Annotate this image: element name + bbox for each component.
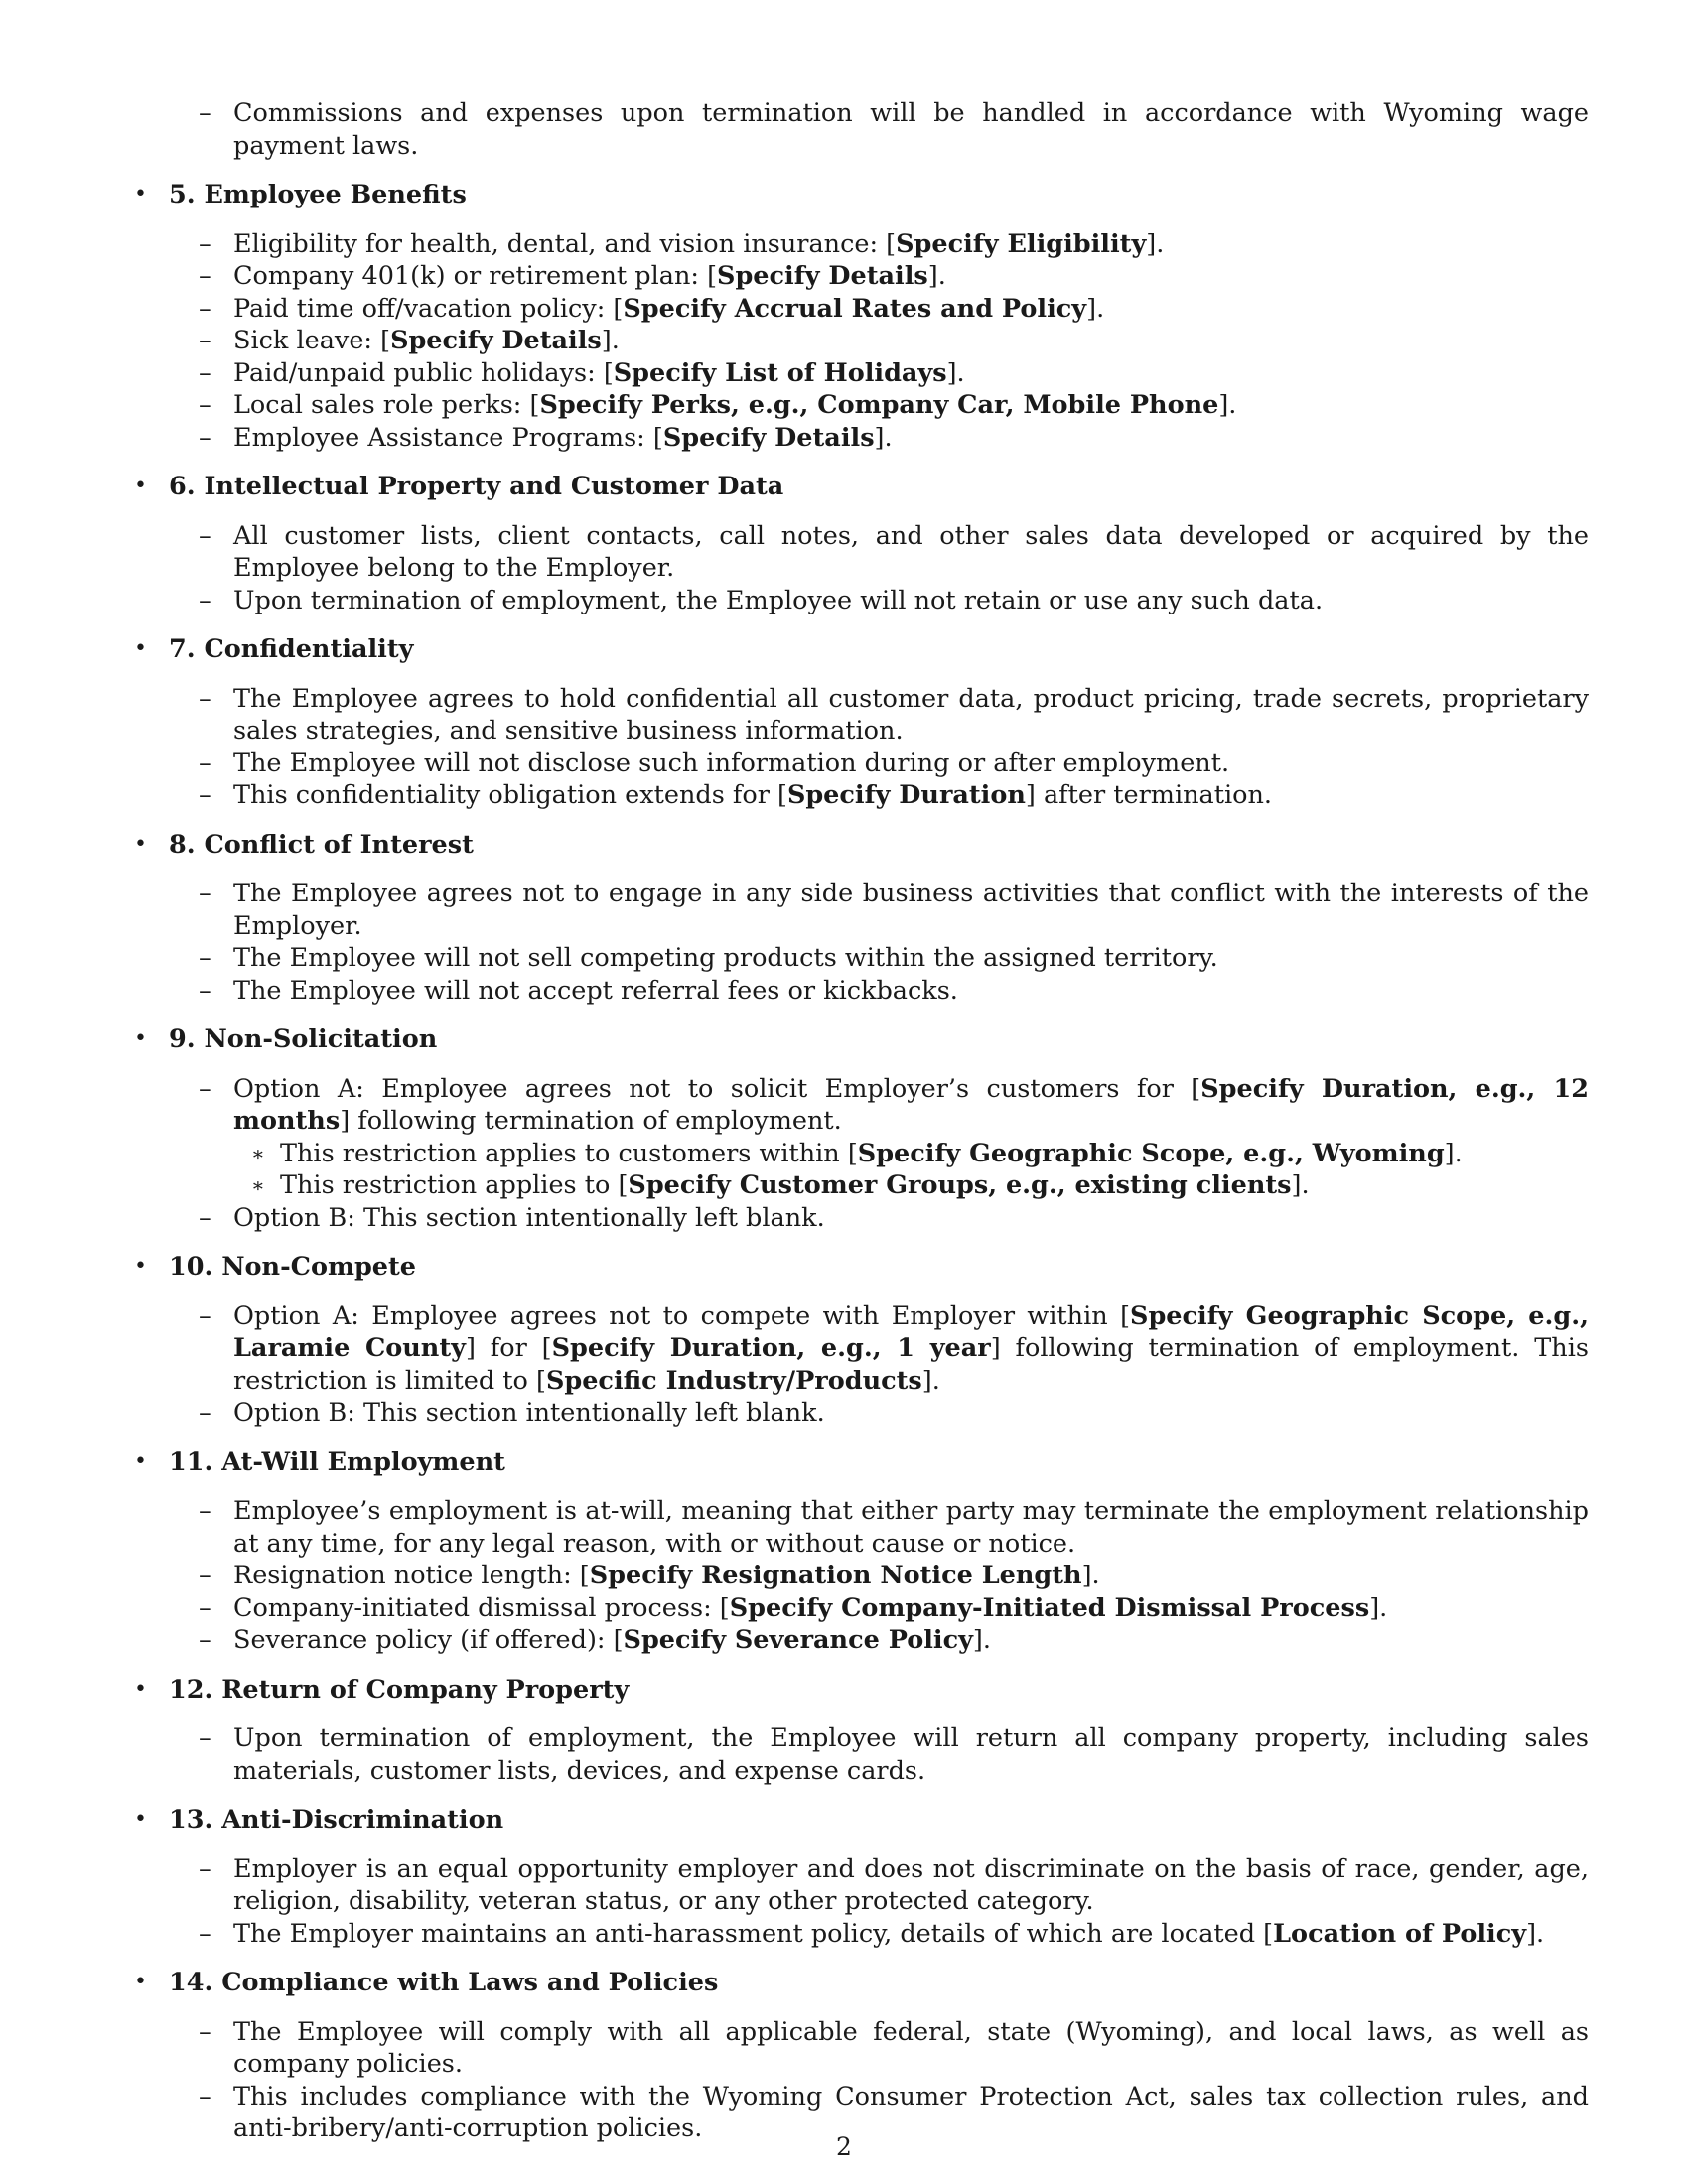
dash-marker: – — [199, 780, 211, 810]
dash-marker: – — [199, 879, 211, 908]
placeholder-field: Specify Perks, e.g., Company Car, Mobile Phone — [539, 390, 1219, 420]
list-item — [134, 1918, 1589, 1951]
sub-list-item — [134, 1169, 1589, 1202]
text-run: ]. — [1081, 1561, 1100, 1590]
bullet-marker: • — [134, 182, 147, 206]
list-item — [134, 1073, 1589, 1138]
section-heading-text: 7. Confidentiality — [169, 634, 414, 664]
list-item — [134, 228, 1589, 261]
list-item — [134, 1300, 1589, 1398]
text-run: ]. — [1086, 293, 1105, 324]
list-item — [134, 422, 1589, 455]
list-item — [134, 1624, 1589, 1657]
dash-marker: – — [199, 1300, 211, 1331]
dash-marker: – — [199, 1853, 211, 1884]
bullet-marker: • — [134, 1254, 147, 1279]
text-run: This restriction applies to [ — [280, 1170, 629, 1200]
section — [134, 1674, 1589, 1788]
sub-list-item — [134, 1138, 1589, 1170]
text-run: Option A: Employee agrees not to solicit Employer’s customers for [ — [233, 1073, 1201, 1104]
placeholder-field: Specify Geographic Scope, e.g., Laramie County — [233, 1300, 1589, 1363]
bullet-marker: • — [134, 474, 147, 498]
text-run: Paid/unpaid public holidays: [ — [233, 357, 614, 388]
text-run: ]. — [1526, 1918, 1545, 1949]
placeholder-field: Location of Policy — [1273, 1918, 1527, 1949]
section-heading — [134, 829, 1589, 862]
intro-line: Commissions and expenses upon termination will be handled in accordance with Wyoming wage payment laws. — [233, 98, 1589, 161]
text-run: ]. — [1146, 228, 1165, 259]
bullet-marker: • — [134, 636, 147, 661]
list-item — [134, 325, 1589, 357]
list-item — [134, 748, 1589, 780]
placeholder-field: Specify Details — [390, 326, 602, 355]
list-item — [134, 520, 1589, 585]
intro-list-item — [134, 97, 1589, 162]
list-item — [134, 1560, 1589, 1592]
placeholder-field: Specify Duration, e.g., 12 months — [233, 1073, 1589, 1136]
dash-marker: – — [199, 1592, 211, 1623]
bullet-marker: • — [134, 831, 147, 857]
placeholder-field: Specify Details — [717, 261, 928, 291]
list-item — [134, 2016, 1589, 2081]
dash-marker: – — [199, 1918, 211, 1949]
placeholder-field: Specify Geographic Scope, e.g., Wyoming — [857, 1138, 1445, 1168]
text-run: Company-initiated dismissal process: [ — [233, 1592, 730, 1623]
list-item — [134, 1722, 1589, 1787]
document-body — [134, 97, 1589, 2145]
section-heading — [134, 1674, 1589, 1706]
section-heading — [134, 179, 1589, 211]
text-run: Option B: This section intentionally left blank. — [233, 1202, 825, 1233]
text-run: ]. — [1291, 1170, 1310, 1200]
text-run: The Employee will not disclose such information during or after employment. — [233, 748, 1230, 778]
placeholder-field: Specify Details — [662, 422, 875, 453]
text-run: Option A: Employee agrees not to compete with Employer within [ — [233, 1300, 1131, 1331]
section — [134, 179, 1589, 454]
section — [134, 633, 1589, 812]
dash-marker: – — [199, 98, 211, 128]
bullet-marker: • — [134, 1807, 147, 1832]
dash-marker: – — [199, 748, 211, 778]
placeholder-field: Specify List of Holidays — [613, 357, 947, 388]
section-heading-text: 10. Non-Compete — [169, 1252, 417, 1282]
text-run: ] following termination of employment. — [340, 1106, 842, 1136]
dash-marker: – — [199, 1496, 211, 1526]
text-run: ]. — [927, 261, 946, 291]
section-heading — [134, 633, 1589, 666]
section-heading-text: 8. Conflict of Interest — [169, 829, 474, 860]
section-heading-text: 5. Employee Benefits — [169, 180, 467, 209]
dash-marker: – — [199, 326, 211, 355]
section-heading-text: 6. Intellectual Property and Customer Data — [169, 472, 784, 501]
section-heading-text: 11. At-Will Employment — [169, 1446, 505, 1477]
text-run: The Employee agrees not to engage in any side business activities that conflict with the interests of the Employer. — [233, 879, 1589, 941]
dash-marker: – — [199, 261, 211, 291]
text-run: ] following termination of employment. This restriction is limited to [ — [233, 1333, 1589, 1396]
text-run: ] after termination. — [1025, 780, 1273, 810]
dash-marker: – — [199, 2016, 211, 2047]
text-run: ]. — [874, 422, 893, 453]
dash-marker: – — [199, 585, 211, 615]
text-run: The Employee will not sell competing products within the assigned territory. — [233, 943, 1218, 973]
text-run: Upon termination of employment, the Employee will not retain or use any such data. — [233, 585, 1324, 615]
text-run: Local sales role perks: [ — [233, 390, 540, 420]
dash-marker: – — [199, 683, 211, 714]
text-run: Upon termination of employment, the Employee will return all company property, including sales materials, customer lists, devices, and expense cards. — [233, 1723, 1589, 1786]
star-marker: ∗ — [251, 1141, 265, 1165]
list-item — [134, 1592, 1589, 1625]
section — [134, 1024, 1589, 1234]
dash-marker: – — [199, 1202, 211, 1233]
list-item — [134, 1495, 1589, 1560]
section-heading — [134, 1024, 1589, 1056]
text-run: This confidentiality obligation extends for [ — [233, 780, 787, 810]
dash-marker: – — [199, 422, 211, 453]
text-run: The Employee will comply with all applicable federal, state (Wyoming), and local laws, as well as company policies. — [233, 2016, 1589, 2079]
section — [134, 1804, 1589, 1950]
list-item — [134, 1397, 1589, 1430]
dash-marker: – — [199, 2081, 211, 2112]
section-heading — [134, 1967, 1589, 1999]
dash-marker: – — [199, 520, 211, 551]
dash-marker: – — [199, 228, 211, 259]
dash-marker: – — [199, 390, 211, 420]
list-item — [134, 779, 1589, 812]
placeholder-field: Specify Severance Policy — [623, 1625, 973, 1655]
placeholder-field: Specify Accrual Rates and Policy — [623, 293, 1087, 324]
list-item — [134, 293, 1589, 326]
dash-marker: – — [199, 1398, 211, 1428]
placeholder-field: Specify Duration — [786, 780, 1026, 810]
section-heading-text: 9. Non-Solicitation — [169, 1024, 438, 1054]
placeholder-field: Specify Company-Initiated Dismissal Process — [729, 1592, 1370, 1623]
text-run: Sick leave: [ — [233, 326, 391, 355]
section-heading-text: 13. Anti-Discrimination — [169, 1805, 504, 1835]
section — [134, 1967, 1589, 2145]
bullet-marker: • — [134, 1970, 147, 1994]
dash-marker: – — [199, 975, 211, 1006]
text-run: Employer is an equal opportunity employer and does not discriminate on the basis of race, gender, age, religion, disability, veteran status, or any other protected category. — [233, 1853, 1589, 1916]
text-run: Option B: This section intentionally left blank. — [233, 1398, 825, 1428]
section — [134, 1251, 1589, 1430]
section-heading — [134, 1804, 1589, 1837]
dash-marker: – — [199, 1561, 211, 1590]
text-run: The Employee will not accept referral fees or kickbacks. — [233, 975, 958, 1006]
list-item — [134, 975, 1589, 1008]
section-heading-text: 12. Return of Company Property — [169, 1674, 630, 1705]
dash-marker: – — [199, 357, 211, 388]
section — [134, 471, 1589, 616]
star-marker: ∗ — [251, 1173, 265, 1197]
bullet-marker: • — [134, 1448, 147, 1474]
dash-marker: – — [199, 293, 211, 324]
section-heading-text: 14. Compliance with Laws and Policies — [169, 1968, 719, 1997]
text-run: The Employee agrees to hold confidential all customer data, product pricing, trade secrets, proprietary sales strategies, and sensitive business information. — [233, 683, 1589, 746]
text-run: Employee’s employment is at-will, meaning that either party may terminate the employment relationship at any time, for any legal reason, with or without cause or notice. — [233, 1496, 1589, 1559]
list-item — [134, 389, 1589, 422]
list-item — [134, 357, 1589, 390]
list-item — [134, 260, 1589, 293]
text-run: ]. — [601, 326, 620, 355]
list-item — [134, 942, 1589, 975]
text-run: ]. — [1444, 1138, 1463, 1168]
text-run: Severance policy (if offered): [ — [233, 1625, 624, 1655]
list-item — [134, 1853, 1589, 1918]
text-run: ] for [ — [465, 1333, 552, 1363]
placeholder-field: Specify Customer Groups, e.g., existing clients — [628, 1170, 1292, 1200]
bullet-marker: • — [134, 1676, 147, 1702]
dash-marker: – — [199, 1073, 211, 1104]
sections-container — [134, 179, 1589, 2145]
placeholder-field: Specific Industry/Products — [545, 1365, 922, 1396]
list-item — [134, 878, 1589, 942]
text-run: ]. — [1218, 390, 1237, 420]
text-run: Company 401(k) or retirement plan: [ — [233, 261, 718, 291]
text-run: ]. — [972, 1625, 991, 1655]
text-run: ]. — [921, 1365, 940, 1396]
placeholder-field: Specify Eligibility — [896, 228, 1147, 259]
dash-marker: – — [199, 1625, 211, 1655]
text-run: This includes compliance with the Wyoming Consumer Protection Act, sales tax collection rules, and anti-bribery/anti-corruption policies. — [233, 2081, 1589, 2143]
placeholder-field: Specify Duration, e.g., 1 year — [551, 1333, 991, 1363]
text-run: Employee Assistance Programs: [ — [233, 422, 663, 453]
text-run: Resignation notice length: [ — [233, 1561, 590, 1590]
text-run: The Employer maintains an anti-harassment policy, details of which are located [ — [233, 1918, 1274, 1949]
list-item — [134, 585, 1589, 617]
list-item — [134, 683, 1589, 748]
section — [134, 829, 1589, 1008]
section — [134, 1446, 1589, 1657]
text-run: This restriction applies to customers within [ — [280, 1138, 858, 1168]
text-run: Paid time off/vacation policy: [ — [233, 293, 624, 324]
text-run: All customer lists, client contacts, call notes, and other sales data developed or acquired by the Employee belong to the Employer. — [233, 520, 1589, 583]
text-run: ]. — [946, 357, 965, 388]
section-heading — [134, 471, 1589, 503]
dash-marker: – — [199, 943, 211, 973]
bullet-marker: • — [134, 1026, 147, 1051]
list-item — [134, 1202, 1589, 1235]
dash-marker: – — [199, 1723, 211, 1753]
placeholder-field: Specify Resignation Notice Length — [589, 1561, 1082, 1590]
text-run: Eligibility for health, dental, and vision insurance: [ — [233, 228, 897, 259]
text-run: ]. — [1369, 1592, 1388, 1623]
section-heading — [134, 1251, 1589, 1284]
section-heading — [134, 1446, 1589, 1479]
page-number: 2 — [836, 2132, 852, 2161]
